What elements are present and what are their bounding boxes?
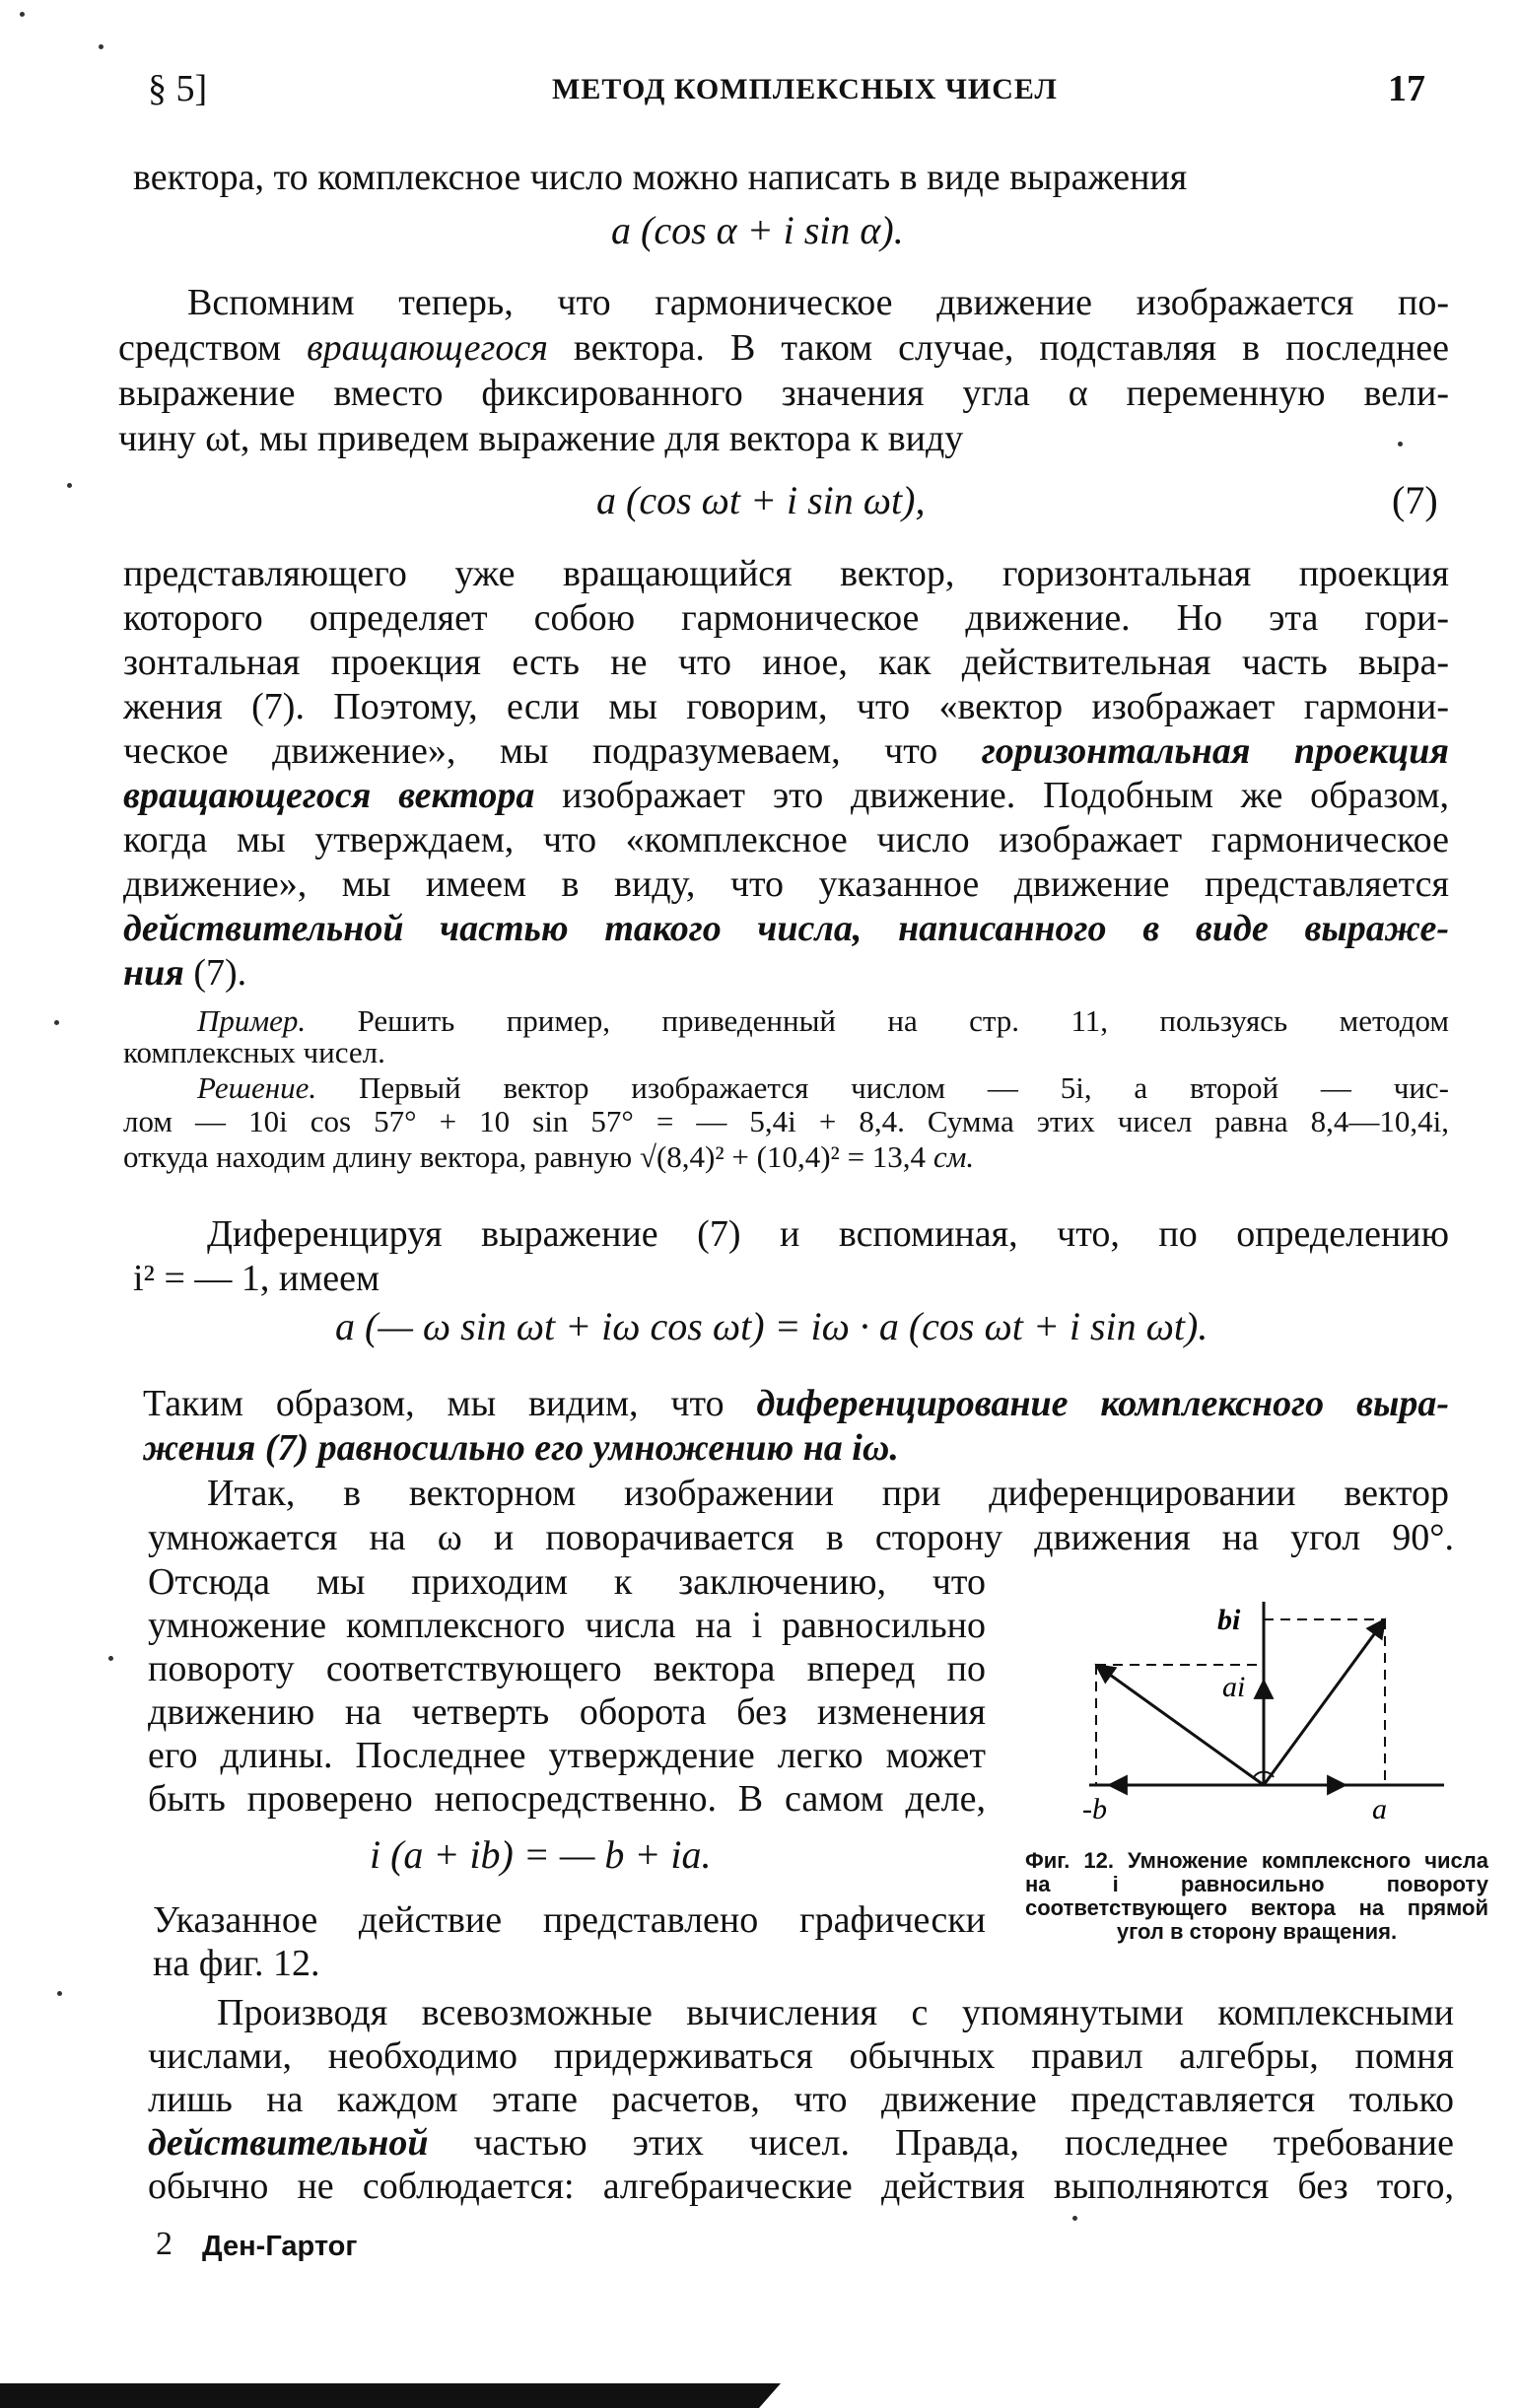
- scan-speck: [1398, 442, 1403, 447]
- para2-line: вращающегося вектора изображает это движение. Подобным же образом,: [123, 775, 1449, 816]
- scan-speck: [57, 1991, 62, 1996]
- para6-line: числами, необходимо придерживаться обычных правил алгебры, помня: [148, 2035, 1454, 2077]
- figure-label-bi: bi: [1217, 1604, 1241, 1636]
- scan-speck: [99, 44, 104, 49]
- equation-number: (7): [1392, 478, 1438, 522]
- example-line: комплексных чисел.: [123, 1035, 385, 1069]
- para5-line: умножение комплексного числа на i равносильно: [148, 1605, 986, 1646]
- figure-caption: Фиг. 12. Умножение комплексного числа на i равносильно повороту соответствующего вектора на прямой угол в сторону вращения.: [1025, 1848, 1488, 1944]
- para4-line: Таким образом, мы видим, что диференцирование комплексного выра-: [143, 1383, 1449, 1424]
- figure-vector-a-plus-bi: [1264, 1619, 1385, 1785]
- figure-label-ai: ai: [1222, 1671, 1246, 1703]
- para5-line: Отсюда мы приходим к заключению, что: [148, 1561, 986, 1603]
- para5-line: быть проверено непосредственно. В самом деле,: [148, 1778, 986, 1820]
- scan-speck: [54, 1020, 59, 1025]
- para5-line: на фиг. 12.: [153, 1943, 320, 1984]
- signature-author: Ден-Гартог: [202, 2231, 358, 2262]
- para2-line: когда мы утверждаем, что «комплексное число изображает гармоническое: [123, 819, 1449, 860]
- para2-line: действительной частью такого числа, написанного в виде выраже-: [123, 908, 1449, 949]
- section-number: § 5]: [148, 68, 208, 109]
- para2-line: зонтальная проекция есть не что иное, как действительная часть выра-: [123, 642, 1449, 683]
- para5-line: умножается на ω и поворачивается в сторону движения на угол 90°.: [148, 1517, 1454, 1558]
- solution-line: Решение. Первый вектор изображается числом — 5i, а второй — чис-: [197, 1070, 1449, 1105]
- figure-label-neg-b: -b: [1082, 1793, 1107, 1825]
- para6-line: действительной частью этих чисел. Правда, последнее требование: [148, 2122, 1454, 2164]
- signature-number: 2: [156, 2226, 173, 2262]
- figure-label-a: a: [1372, 1793, 1387, 1825]
- para2-line: движение», мы имеем в виду, что указанное движение представляется: [123, 863, 1449, 905]
- running-head-title: МЕТОД КОМПЛЕКСНЫХ ЧИСЕЛ: [552, 73, 1058, 105]
- para1-line: Вспомним теперь, что гармоническое движение изображается по-: [187, 282, 1449, 323]
- para3-line: i² = — 1, имеем: [133, 1258, 380, 1299]
- para5-line: Итак, в векторном изображении при диференцировании вектор: [207, 1473, 1449, 1514]
- para6-line: Производя всевозможные вычисления с упомянутыми комплексными: [217, 1992, 1454, 2033]
- scan-edge-bar: [0, 2383, 759, 2408]
- para2-line: которого определяет собою гармоническое движение. Но эта гори-: [123, 597, 1449, 639]
- scan-speck: [108, 1656, 113, 1661]
- para4-line: жения (7) равносильно его умножению на iω.: [143, 1427, 899, 1469]
- para6-line: лишь на каждом этапе расчетов, что движение представляется только: [148, 2079, 1454, 2120]
- scan-speck: [1072, 2216, 1077, 2221]
- solution-line: откуда находим длину вектора, равную √(8,4)² + (10,4)² = 13,4 см.: [123, 1139, 975, 1174]
- para5-line: его длины. Последнее утверждение легко может: [148, 1735, 986, 1776]
- para5-line: движению на четверть оборота без изменения: [148, 1691, 986, 1733]
- scan-edge-bar: [759, 2383, 781, 2408]
- para2-line: ческое движение», мы подразумеваем, что горизонтальная проекция: [123, 730, 1449, 772]
- para6-line: обычно не соблюдается: алгебраические действия выполняются без того,: [148, 2166, 1454, 2207]
- para3-line: Диференцируя выражение (7) и вспоминая, что, по определению: [207, 1213, 1449, 1255]
- para2-line: жения (7). Поэтому, если мы говорим, что «вектор изображает гармони-: [123, 686, 1449, 727]
- derivative-formula: a (— ω sin ωt + iω cos ωt) = iω · a (cos ωt + i sin ωt).: [335, 1304, 1208, 1348]
- rotation-formula: i (a + ib) = — b + ia.: [370, 1832, 712, 1877]
- para2-line: представляющего уже вращающийся вектор, горизонтальная проекция: [123, 553, 1449, 594]
- para1-line: выражение вместо фиксированного значения угла α переменную вели-: [118, 373, 1449, 414]
- intro-formula: a (cos α + i sin α).: [611, 208, 904, 252]
- para2-line: ния (7).: [123, 952, 247, 994]
- para5-line: повороту соответствующего вектора вперед по: [148, 1648, 986, 1689]
- scan-speck: [67, 483, 72, 488]
- figure-12: [1025, 1582, 1459, 1848]
- para1-line: чину ωt, мы приведем выражение для вектора к виду: [118, 418, 964, 459]
- page-number: 17: [1388, 68, 1425, 109]
- para1-line: средством вращающегося вектора. В таком случае, подставляя в последнее: [118, 327, 1450, 369]
- para5-line: Указанное действие представлено графически: [153, 1899, 986, 1941]
- intro-line: вектора, то комплексное число можно написать в виде выражения: [133, 157, 1188, 198]
- example-line: Пример. Решить пример, приведенный на стр. 11, пользуясь методом: [197, 1003, 1449, 1038]
- equation-7: a (cos ωt + i sin ωt),: [596, 478, 926, 522]
- scan-speck: [20, 12, 25, 17]
- solution-line: лом — 10i cos 57° + 10 sin 57° = — 5,4i + 8,4. Сумма этих чисел равна 8,4—10,4i,: [123, 1104, 1449, 1138]
